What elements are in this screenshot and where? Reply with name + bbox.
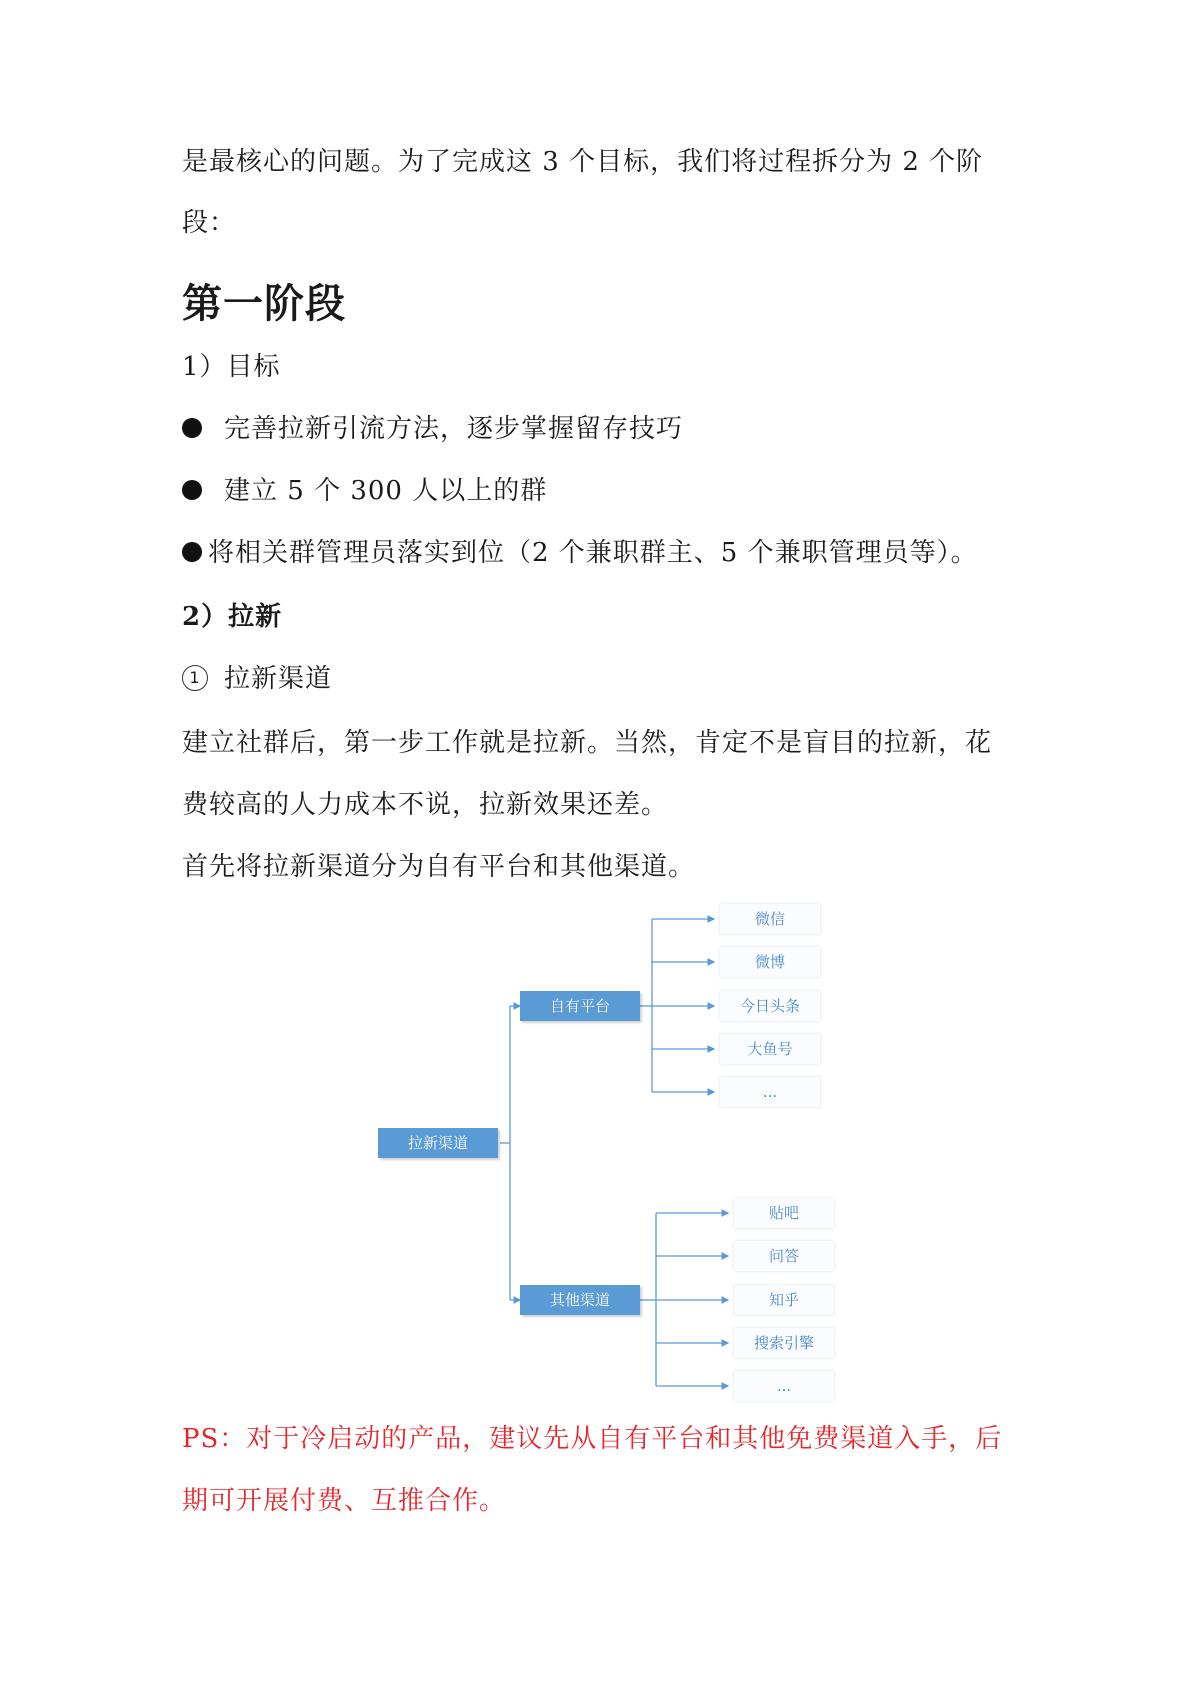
paragraph-2: 首先将拉新渠道分为自有平台和其他渠道。 <box>182 852 696 882</box>
leaf-node: 搜索引擎 <box>734 1328 834 1358</box>
channel-title: 拉新渠道 <box>224 664 333 694</box>
section-heading: 第一阶段 <box>182 281 346 327</box>
leaf-node: 微博 <box>720 947 820 977</box>
intro-line-1: 是最核心的问题。为了完成这 3 个目标，我们将过程拆分为 2 个阶 <box>182 147 984 177</box>
bullet-item-2 <box>182 474 547 508</box>
bullet-icon <box>182 480 202 500</box>
ps-note-line-2: 期可开展付费、互推合作。 <box>182 1486 507 1516</box>
intro-line-2: 段： <box>182 208 237 238</box>
leaf-node: 微信 <box>720 904 820 934</box>
lax-title: 2）拉新 <box>182 602 283 632</box>
bullet-text: 完善拉新引流方法，逐步掌握留存技巧 <box>224 414 684 444</box>
leaf-node: 大鱼号 <box>720 1034 820 1064</box>
bullet-text: 建立 5 个 300 人以上的群 <box>224 476 548 506</box>
leaf-node: 贴吧 <box>734 1198 834 1228</box>
channel-title-row <box>182 662 332 696</box>
bullet-text: 将相关群管理员落实到位（2 个兼职群主、5 个兼职管理员等）。 <box>208 538 978 568</box>
goal-title: 1）目标 <box>182 352 281 382</box>
paragraph-1-line-2: 费较高的人力成本不说，拉新效果还差。 <box>182 790 669 820</box>
leaf-node: ... <box>720 1077 820 1107</box>
paragraph-1-line-1: 建立社群后，第一步工作就是拉新。当然，肯定不是盲目的拉新，花 <box>182 728 993 758</box>
leaf-node: ... <box>734 1371 834 1401</box>
leaf-node: 知乎 <box>734 1285 834 1315</box>
branch-node-other-channels: 其他渠道 <box>520 1285 640 1315</box>
bullet-item-3 <box>182 536 978 570</box>
channel-tree-diagram <box>370 902 850 1402</box>
leaf-node: 问答 <box>734 1241 834 1271</box>
bullet-icon <box>182 418 202 438</box>
ps-note-line-1: PS：对于冷启动的产品，建议先从自有平台和其他免费渠道入手，后 <box>182 1424 1003 1454</box>
bullet-icon <box>182 542 202 562</box>
root-node: 拉新渠道 <box>378 1128 498 1158</box>
branch-node-own-platform: 自有平台 <box>520 991 640 1021</box>
leaf-node: 今日头条 <box>720 991 820 1021</box>
circled-number-icon: 1 <box>182 665 208 691</box>
bullet-item-1 <box>182 412 683 446</box>
